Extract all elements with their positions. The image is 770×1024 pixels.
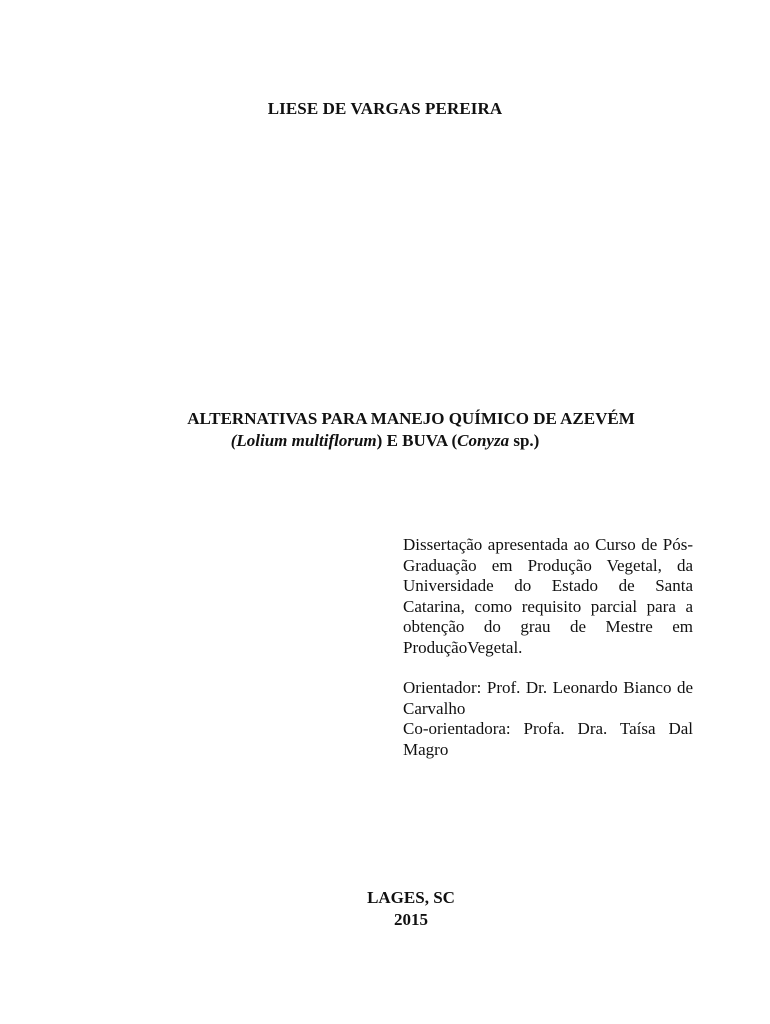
title-middle-text: ) E BUVA ( <box>376 431 458 450</box>
city-year-block <box>0 887 770 931</box>
description-paragraph: Dissertação apresentada ao Curso de Pós-Graduação em Produção Vegetal, da Universidade do Estado de Santa Catarina, como requisito parcial para a obtenção do grau de Mestre em ProduçãoVegetal. <box>403 535 693 657</box>
species-name-lolium: Lolium multiflorum <box>236 431 377 450</box>
title-end-text: sp.) <box>509 431 540 450</box>
dissertation-title <box>0 408 770 452</box>
co-advisor-text: Co-orientadora: Profa. Dra. Taísa Dal Magro <box>403 719 693 759</box>
title-line-1: ALTERNATIVAS PARA MANEJO QUÍMICO DE AZEVÉM <box>187 409 635 428</box>
title-open-paren: ( <box>230 431 237 450</box>
author-name: LIESE DE VARGAS PEREIRA <box>267 99 503 118</box>
city-text: LAGES, SC <box>367 888 455 907</box>
year-text: 2015 <box>394 910 428 929</box>
advisor-text: Orientador: Prof. Dr. Leonardo Bianco de Carvalho <box>403 678 693 718</box>
title-line-2 <box>0 430 770 452</box>
dissertation-description <box>403 535 693 760</box>
species-name-conyza: Conyza <box>457 431 510 450</box>
